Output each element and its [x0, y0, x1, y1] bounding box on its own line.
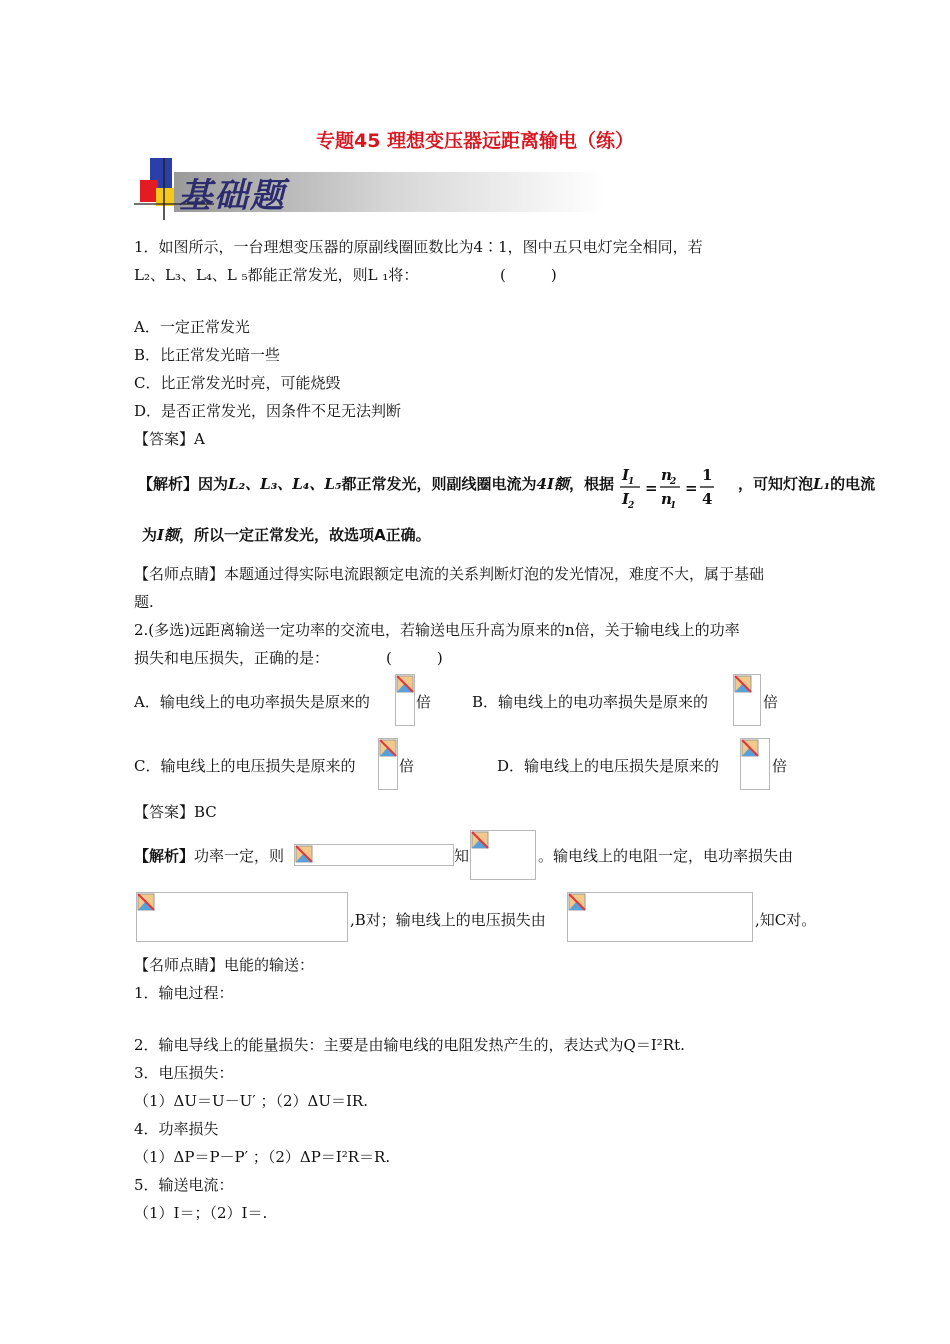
broken-image-icon [137, 893, 155, 911]
q1-answer: 【答案】A [134, 430, 205, 448]
q2-analysis-a: 功率一定，则 [194, 847, 285, 865]
ratio-equation-graphic [618, 462, 738, 510]
banner-text: 基础题 [178, 176, 286, 216]
q2-note-4a: （1）ΔP＝P－P′ ；（2）ΔP＝I²R＝R. [134, 1148, 391, 1166]
q2-note-3: 3．电压损失： [134, 1064, 234, 1082]
broken-image-icon [379, 739, 397, 757]
q2-option-d-image [740, 738, 770, 790]
svg-text:1: 1 [628, 477, 635, 487]
q1-current-single: I额 [157, 526, 180, 544]
q2-note-title: 【名师点睛】电能的输送： [134, 956, 315, 974]
svg-text:=: = [685, 479, 698, 497]
q2-option-c-bei: 倍 [399, 757, 415, 775]
q1-analysis-line2-b: ，所以一定正常发光，故选项 [179, 526, 375, 544]
q1-analysis-a: 因为 [198, 475, 229, 493]
q2-stem-line1: 2.(多选)远距离输送一定功率的交流电，若输送电压升高为原来的n倍，关于输电线上的功率 [134, 621, 740, 639]
q1-analysis-line2-c: 正确。 [385, 526, 431, 544]
q2-analysis-image-2 [470, 830, 536, 880]
q2-option-a: A．输电线上的电功率损失是原来的 [134, 693, 370, 711]
q1-analysis-d: ，可知灯泡 [738, 475, 814, 493]
svg-text:2: 2 [628, 501, 635, 510]
q1-stem-line2: L₂、L₃、L₄、L ₅都能正常发光，则L ₁将： [134, 266, 419, 284]
q1-analysis-label: 【解析】 [138, 475, 199, 493]
q1-note-line2: 题. [134, 593, 154, 611]
q2-note-1: 1．输电过程： [134, 984, 234, 1002]
q2-paren: ( ) [386, 649, 443, 667]
q1-stem-line1: 1．如图所示，一台理想变压器的原副线圈匝数比为4∶1，图中五只电灯完全相同，若 [134, 238, 703, 256]
q1-analysis-b: 都正常发光，则副线圈电流为 [341, 475, 537, 493]
q1-analysis-c: ，根据 [568, 475, 614, 493]
q2-note-4: 4．功率损失 [134, 1120, 219, 1138]
q2-analysis-b: 知 [454, 847, 470, 865]
section-banner [134, 158, 604, 220]
q1-analysis-lamp1: L₁ [813, 475, 831, 493]
q2-analysis-e: ,知C对。 [755, 911, 817, 929]
q2-note-2: 2．输电导线上的能量损失：主要是由输电线的电阻发热产生的，表达式为Q＝I²Rt. [134, 1036, 685, 1054]
q1-current-symbol: 4I额 [536, 475, 569, 493]
broken-image-icon [396, 675, 414, 693]
q1-analysis-line2 [142, 525, 431, 545]
broken-image-icon [471, 831, 489, 849]
svg-text:1: 1 [670, 501, 677, 510]
q2-analysis-image-1 [294, 844, 454, 866]
q2-answer: 【答案】BC [134, 803, 217, 821]
svg-text:2: 2 [670, 477, 677, 487]
q2-analysis-line1 [134, 846, 284, 866]
q1-analysis-e: 的电流 [830, 475, 876, 493]
q2-option-a-bei: 倍 [416, 693, 432, 711]
q2-note-3a: （1）ΔU＝U－U′ ；（2）ΔU＝IR. [134, 1092, 368, 1110]
q2-option-a-image [395, 674, 415, 726]
q2-analysis-label: 【解析】 [134, 847, 195, 865]
svg-text:I: I [622, 466, 630, 484]
q2-note-5a: （1）I＝；（2）I＝. [134, 1204, 268, 1222]
q2-option-b-bei: 倍 [763, 693, 779, 711]
q1-analysis-line2-a: 为 [142, 526, 158, 544]
q2-option-d-bei: 倍 [772, 757, 788, 775]
q1-analysis-line2-letter: A [374, 526, 386, 544]
q2-option-c-image [378, 738, 398, 790]
broken-image-icon [741, 739, 759, 757]
q2-option-b-image [733, 674, 761, 726]
q1-analysis-line1 [138, 474, 614, 494]
q2-option-d: D．输电线上的电压损失是原来的 [497, 757, 720, 775]
q2-option-b: B．输电线上的电功率损失是原来的 [472, 693, 709, 711]
q1-paren: ( ) [500, 266, 557, 284]
q1-analysis-line1-tail [738, 474, 875, 494]
svg-text:4: 4 [702, 490, 713, 508]
q1-option-b: B．比正常发光暗一些 [134, 346, 281, 364]
q2-analysis-c: 。输电线上的电阻一定，电功率损失由 [538, 847, 794, 865]
q1-ratio-equation [618, 462, 738, 514]
q1-note-line1: 【名师点睛】本题通过得实际电流跟额定电流的关系判断灯泡的发光情况，难度不大，属于基础 [134, 565, 765, 583]
q1-option-a: A．一定正常发光 [134, 318, 250, 336]
broken-image-icon [568, 893, 586, 911]
page-title: 专题45 理想变压器远距离输电（练） [315, 130, 635, 152]
q2-note-5: 5．输送电流： [134, 1176, 234, 1194]
svg-text:n: n [661, 490, 672, 508]
svg-text:=: = [645, 479, 658, 497]
svg-text:I: I [622, 490, 630, 508]
svg-text:1: 1 [702, 466, 713, 484]
q2-analysis-image-4 [567, 892, 753, 942]
q2-analysis-image-3 [136, 892, 348, 942]
q2-option-c: C．输电线上的电压损失是原来的 [134, 757, 356, 775]
broken-image-icon [734, 675, 752, 693]
q1-option-d: D．是否正常发光，因条件不足无法判断 [134, 402, 402, 420]
broken-image-icon [295, 845, 313, 863]
q2-stem-line2: 损失和电压损失，正确的是： [134, 649, 330, 667]
svg-text:n: n [661, 466, 672, 484]
q2-analysis-d: ,B对；输电线上的电压损失由 [350, 911, 546, 929]
q1-option-c: C．比正常发光时亮，可能烧毁 [134, 374, 341, 392]
q1-analysis-lamps: L₂、L₃、L₄、L₅ [228, 475, 342, 493]
